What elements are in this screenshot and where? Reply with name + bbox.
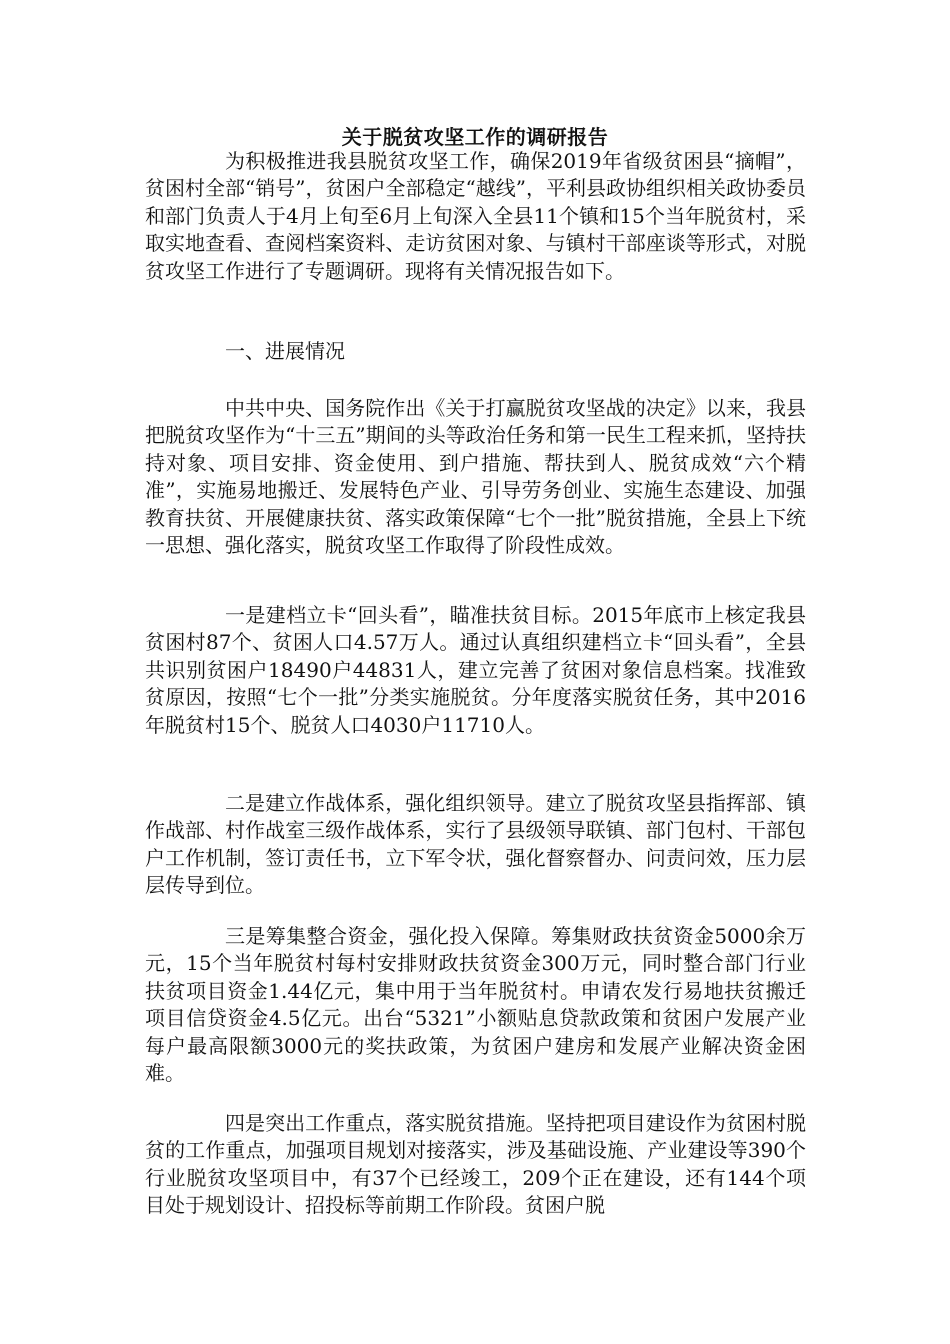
section-heading-progress: 一、进展情况 — [225, 339, 345, 363]
overview-paragraph: 中共中央、国务院作出《关于打赢脱贫攻坚战的决定》以来，我县把脱贫攻坚作为“十三五”期间的头等政治任务和第一民生工程来抓，坚持扶持对象、项目安排、资金使用、到户措施、帮扶到人、脱贫成效“六个精准”，实施易地搬迁、发展特色产业、引导劳务创业、实施生态建设、加强教育扶贫、开展健康扶贫、落实政策保障“七个一批”脱贫措施，全县上下统一思想、强化落实，脱贫攻坚工作取得了阶段性成效。 — [145, 396, 806, 558]
item-paragraph-archive-review: 一是建档立卡“回头看”，瞄准扶贫目标。2015年底市上核定我县贫困村87个、贫困人口4.57万人。通过认真组织建档立卡“回头看”，全县共识别贫困户18490户44831人，建立完善了贫困对象信息档案。找准致贫原因，按照“七个一批”分类实施脱贫。分年度落实脱贫任务，其中2016年脱贫村15个、脱贫人口4030户11710人。 — [145, 603, 806, 737]
item-paragraph-funding: 三是筹集整合资金，强化投入保障。筹集财政扶贫资金5000余万元，15个当年脱贫村每村安排财政扶贫资金300万元，同时整合部门行业扶贫项目资金1.44亿元，集中用于当年脱贫村。申请农发行易地扶贫搬迁项目信贷资金4.5亿元。出台“5321”小额贴息贷款政策和贫困户发展产业每户最高限额3000元的奖扶政策，为贫困户建房和发展产业解决资金困难。 — [145, 924, 806, 1086]
item-paragraph-command-system: 二是建立作战体系，强化组织领导。建立了脱贫攻坚县指挥部、镇作战部、村作战室三级作战体系，实行了县级领导联镇、部门包村、干部包户工作机制，签订责任书，立下军令状，强化督察督办、问责问效，压力层层传导到位。 — [145, 791, 806, 898]
document-title: 关于脱贫攻坚工作的调研报告 — [341, 125, 609, 149]
item-paragraph-key-measures: 四是突出工作重点，落实脱贫措施。坚持把项目建设作为贫困村脱贫的工作重点，加强项目规划对接落实，涉及基础设施、产业建设等390个行业脱贫攻坚项目中，有37个已经竣工，209个正在建设，还有144个项目处于规划设计、招投标等前期工作阶段。贫困户脱 — [145, 1111, 806, 1218]
intro-paragraph: 为积极推进我县脱贫攻坚工作，确保2019年省级贫困县“摘帽”，贫困村全部“销号”，贫困户全部稳定“越线”，平利县政协组织相关政协委员和部门负责人于4月上旬至6月上旬深入全县11个镇和15个当年脱贫村，采取实地查看、查阅档案资料、走访贫困对象、与镇村干部座谈等形式，对脱贫攻坚工作进行了专题调研。现将有关情况报告如下。 — [145, 149, 806, 283]
